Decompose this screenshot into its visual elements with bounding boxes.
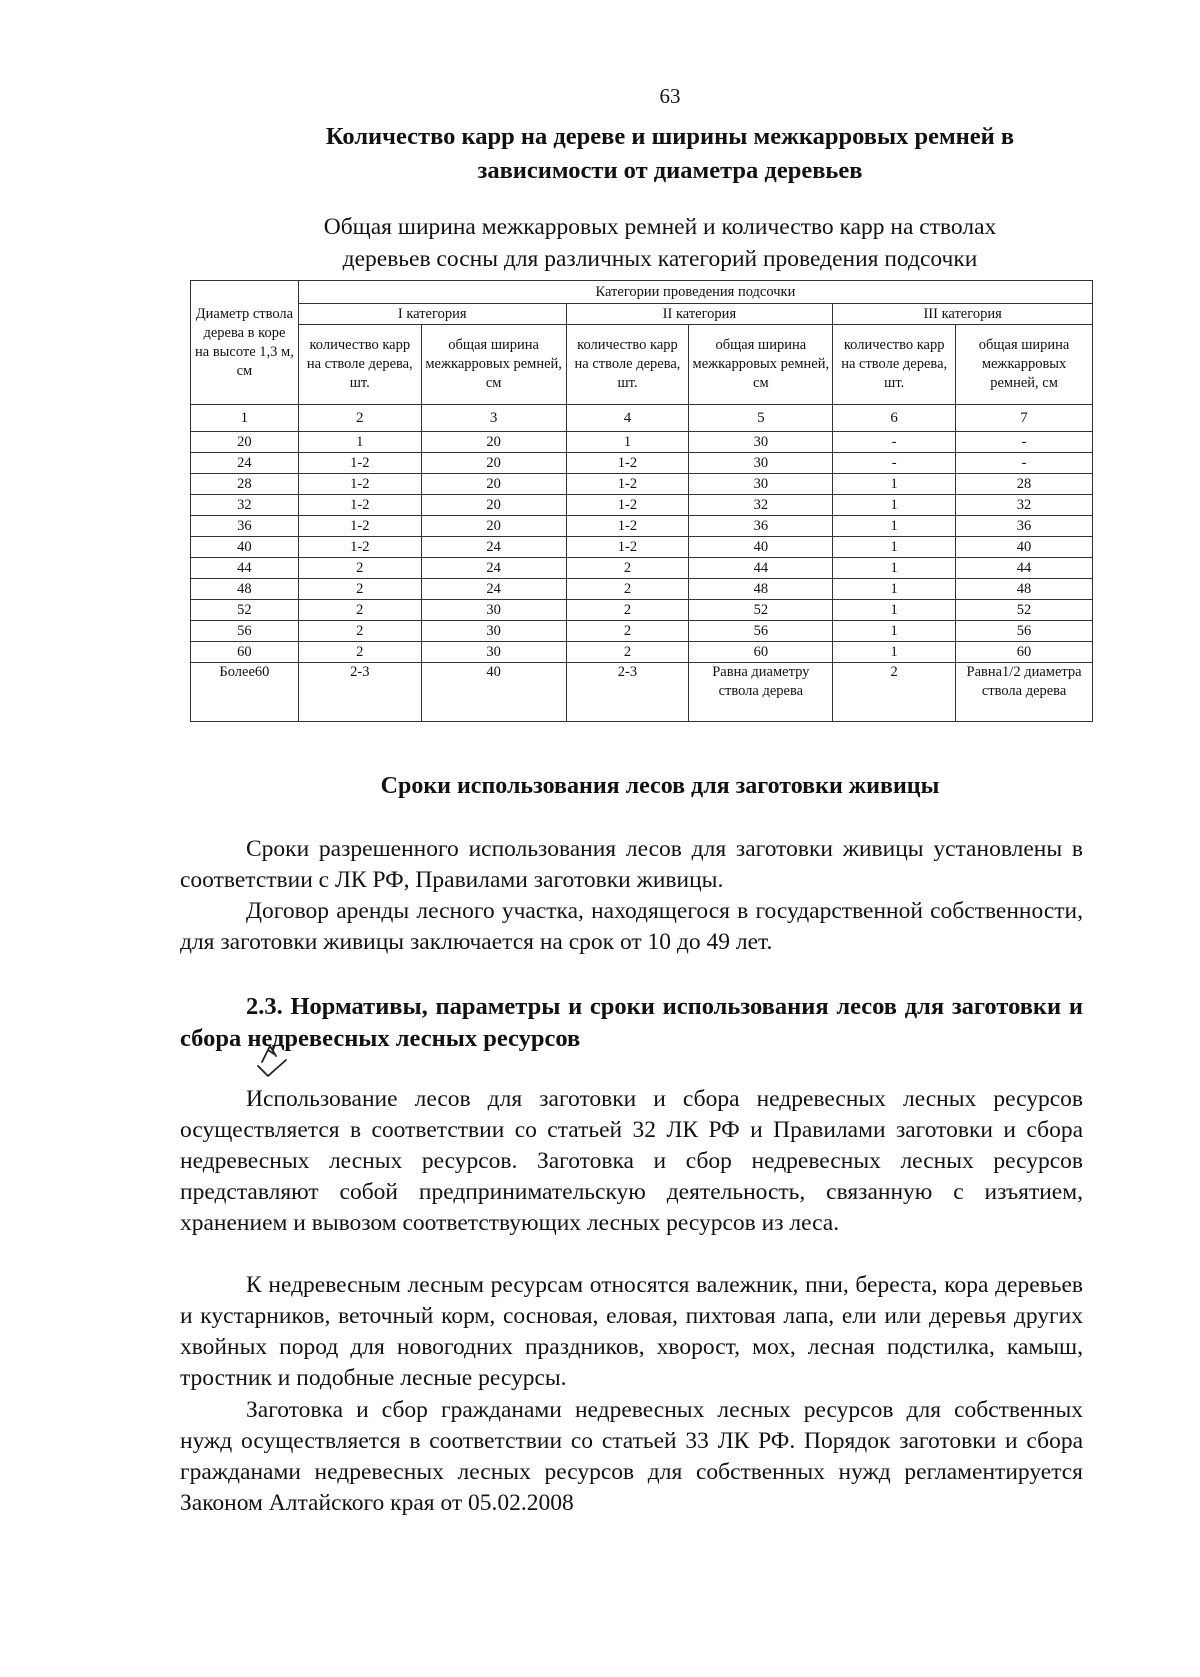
table-cell: 48 bbox=[191, 579, 299, 600]
table-row-last bbox=[191, 663, 1093, 722]
table-cell: 60 bbox=[191, 642, 299, 663]
table-cell: 20 bbox=[191, 432, 299, 453]
table-cell: 56 bbox=[956, 621, 1093, 642]
column-number: 2 bbox=[298, 405, 421, 432]
category-header: III категория bbox=[833, 304, 1093, 325]
table-cell: 36 bbox=[956, 516, 1093, 537]
table-cell: 1-2 bbox=[298, 453, 421, 474]
table-cell: 44 bbox=[956, 558, 1093, 579]
category-header: I категория bbox=[298, 304, 566, 325]
table-cell: 30 bbox=[421, 642, 566, 663]
table-cell: 30 bbox=[689, 432, 833, 453]
table-cell: 60 bbox=[689, 642, 833, 663]
table-cell: 20 bbox=[421, 453, 566, 474]
table-cell: 60 bbox=[956, 642, 1093, 663]
table-cell: 1 bbox=[833, 537, 956, 558]
table-cell: 1 bbox=[833, 621, 956, 642]
table-row bbox=[191, 537, 1093, 558]
sub-header: общая ширина межкарровых ремней, см bbox=[956, 325, 1093, 405]
table-cell: 24 bbox=[421, 537, 566, 558]
header-row-3 bbox=[191, 325, 1093, 405]
table-cell: 1 bbox=[566, 432, 689, 453]
table-cell: 40 bbox=[956, 537, 1093, 558]
paragraph: К недревесным лесным ресурсам относятся валежник, пни, береста, кора деревьев и кустарников, веточный корм, сосновая, еловая, пихтовая лапа, ели или деревья других хвойных пород для новогодних праздников, хворост, мох, лесная подстилка, камыш, тростник и подобные лесные ресурсы. bbox=[180, 1272, 1083, 1391]
table-cell: 24 bbox=[421, 579, 566, 600]
page-number: 63 bbox=[659, 84, 681, 108]
table-cell: - bbox=[956, 453, 1093, 474]
table-cell: - bbox=[956, 432, 1093, 453]
table-cell: 2 bbox=[298, 558, 421, 579]
table-cell: 52 bbox=[191, 600, 299, 621]
table-row bbox=[191, 621, 1093, 642]
table-cell: 2 bbox=[298, 642, 421, 663]
table-cell: 30 bbox=[689, 453, 833, 474]
sub-header: общая ширина межкарровых ремней, см bbox=[421, 325, 566, 405]
table-cell: 1 bbox=[833, 600, 956, 621]
table-cell: 1 bbox=[833, 579, 956, 600]
table-row bbox=[191, 642, 1093, 663]
table-cell: 28 bbox=[191, 474, 299, 495]
table-cell: 1 bbox=[298, 432, 421, 453]
table-cell: 30 bbox=[421, 621, 566, 642]
table-cell: 28 bbox=[956, 474, 1093, 495]
table-cell: 1-2 bbox=[566, 495, 689, 516]
table-cell: 48 bbox=[956, 579, 1093, 600]
sub-header: количество карр на стволе дерева, шт. bbox=[566, 325, 689, 405]
table-cell: 20 bbox=[421, 432, 566, 453]
handwritten-check-mark bbox=[252, 1040, 292, 1080]
paragraph: Использование лесов для заготовки и сбора недревесных лесных ресурсов осуществляется в соответствии со статьей 32 ЛК РФ и Правилами заготовки и сбора недревесных лесных ресурсов. Заготовка и сбор недревесных лесных ресурсов представляют собой предпринимательскую деятельность, связанную с изъятием, хранением и вывозом соответствующих лесных ресурсов из леса. bbox=[180, 1086, 1083, 1236]
table-cell: 1-2 bbox=[298, 495, 421, 516]
table-row bbox=[191, 516, 1093, 537]
table-cell: Равна диаметру ствола дерева bbox=[689, 663, 833, 722]
category-header: II категория bbox=[566, 304, 833, 325]
table-cell: 1 bbox=[833, 516, 956, 537]
table-row bbox=[191, 495, 1093, 516]
table-cell: 44 bbox=[689, 558, 833, 579]
table-caption-line-2: деревьев сосны для различных категорий проведения подсочки bbox=[342, 246, 978, 272]
table-cell: 1-2 bbox=[298, 474, 421, 495]
table-body bbox=[191, 281, 1093, 722]
table-cell: 2 bbox=[298, 621, 421, 642]
table-cell: 24 bbox=[191, 453, 299, 474]
table-cell: 1 bbox=[833, 474, 956, 495]
table-cell: Более60 bbox=[191, 663, 299, 722]
table-cell: 32 bbox=[191, 495, 299, 516]
table-cell: Равна1/2 диаметра ствола дерева bbox=[956, 663, 1093, 722]
table-cell: 48 bbox=[689, 579, 833, 600]
table-cell: 32 bbox=[689, 495, 833, 516]
column-number: 6 bbox=[833, 405, 956, 432]
table-cell: 2 bbox=[566, 579, 689, 600]
table-cell: 1-2 bbox=[566, 474, 689, 495]
column-number: 4 bbox=[566, 405, 689, 432]
table-cell: 30 bbox=[689, 474, 833, 495]
table-cell: 24 bbox=[421, 558, 566, 579]
subsection-title: 2.3. Нормативы, параметры и сроки использования лесов для заготовки и сбора недревесных лесных ресурсов bbox=[180, 993, 1083, 1052]
table-row bbox=[191, 453, 1093, 474]
column-number: 3 bbox=[421, 405, 566, 432]
table-row bbox=[191, 474, 1093, 495]
table-cell: 56 bbox=[689, 621, 833, 642]
column-number: 1 bbox=[191, 405, 299, 432]
paragraph: Договор аренды лесного участка, находящегося в государственной собственности, для заготовки живицы заключается на срок от 10 до 49 лет. bbox=[180, 898, 1083, 955]
column-number: 7 bbox=[956, 405, 1093, 432]
sub-header: общая ширина межкарровых ремней, см bbox=[689, 325, 833, 405]
table-row bbox=[191, 579, 1093, 600]
main-title-line-2: зависимости от диаметра деревьев bbox=[477, 157, 863, 184]
karr-table bbox=[190, 280, 1093, 722]
table-cell: 2 bbox=[298, 600, 421, 621]
table-cell: - bbox=[833, 453, 956, 474]
table-row bbox=[191, 558, 1093, 579]
table-cell: 20 bbox=[421, 495, 566, 516]
table-row bbox=[191, 432, 1093, 453]
sub-header: количество карр на стволе дерева, шт. bbox=[833, 325, 956, 405]
table-caption-line-1: Общая ширина межкарровых ремней и количество карр на стволах bbox=[323, 214, 997, 240]
table-cell: 20 bbox=[421, 474, 566, 495]
table-cell: 2 bbox=[566, 642, 689, 663]
table-cell: 1-2 bbox=[298, 537, 421, 558]
table-cell: 2 bbox=[566, 600, 689, 621]
header-row-2 bbox=[191, 304, 1093, 325]
paragraph: Заготовка и сбор гражданами недревесных лесных ресурсов для собственных нужд осуществляется в соответствии со статьей 33 ЛК РФ. Порядок заготовки и сбора гражданами недревесных лесных ресурсов для собственных нужд регламентируется Законом Алтайского края от 05.02.2008 bbox=[180, 1397, 1083, 1516]
section-title: Сроки использования лесов для заготовки живицы bbox=[380, 773, 940, 799]
table-cell: 1 bbox=[833, 558, 956, 579]
table-cell: 1 bbox=[833, 495, 956, 516]
header-row-1 bbox=[191, 281, 1093, 304]
main-title-line-1: Количество карр на дереве и ширины межкарровых ремней в bbox=[325, 123, 1015, 150]
table-cell: 2 bbox=[566, 621, 689, 642]
table-cell: 32 bbox=[956, 495, 1093, 516]
table-cell: 40 bbox=[689, 537, 833, 558]
table-cell: 36 bbox=[689, 516, 833, 537]
paragraph: Сроки разрешенного использования лесов для заготовки живицы установлены в соответствии с ЛК РФ, Правилами заготовки живицы. bbox=[180, 836, 1083, 893]
table-cell: 1 bbox=[833, 642, 956, 663]
table-cell: 2 bbox=[298, 579, 421, 600]
group-header: Категории проведения подсочки bbox=[298, 281, 1092, 304]
table-row bbox=[191, 600, 1093, 621]
table-cell: 40 bbox=[421, 663, 566, 722]
table-cell: 40 bbox=[191, 537, 299, 558]
table-cell: 2-3 bbox=[566, 663, 689, 722]
table-cell: 1-2 bbox=[566, 537, 689, 558]
col1-header: Диаметр ствола дерева в коре на высоте 1,3 м, см bbox=[191, 281, 299, 405]
table-cell: 2 bbox=[833, 663, 956, 722]
table-cell: 20 bbox=[421, 516, 566, 537]
sub-header: количество карр на стволе дерева, шт. bbox=[298, 325, 421, 405]
table-cell: 52 bbox=[689, 600, 833, 621]
column-number-row bbox=[191, 405, 1093, 432]
table-cell: 52 bbox=[956, 600, 1093, 621]
table-cell: 2 bbox=[566, 558, 689, 579]
column-number: 5 bbox=[689, 405, 833, 432]
table-cell: 2-3 bbox=[298, 663, 421, 722]
table-cell: 44 bbox=[191, 558, 299, 579]
table-cell: - bbox=[833, 432, 956, 453]
table-cell: 1-2 bbox=[298, 516, 421, 537]
table-cell: 36 bbox=[191, 516, 299, 537]
table-cell: 56 bbox=[191, 621, 299, 642]
table-cell: 30 bbox=[421, 600, 566, 621]
table-cell: 1-2 bbox=[566, 516, 689, 537]
table-cell: 1-2 bbox=[566, 453, 689, 474]
